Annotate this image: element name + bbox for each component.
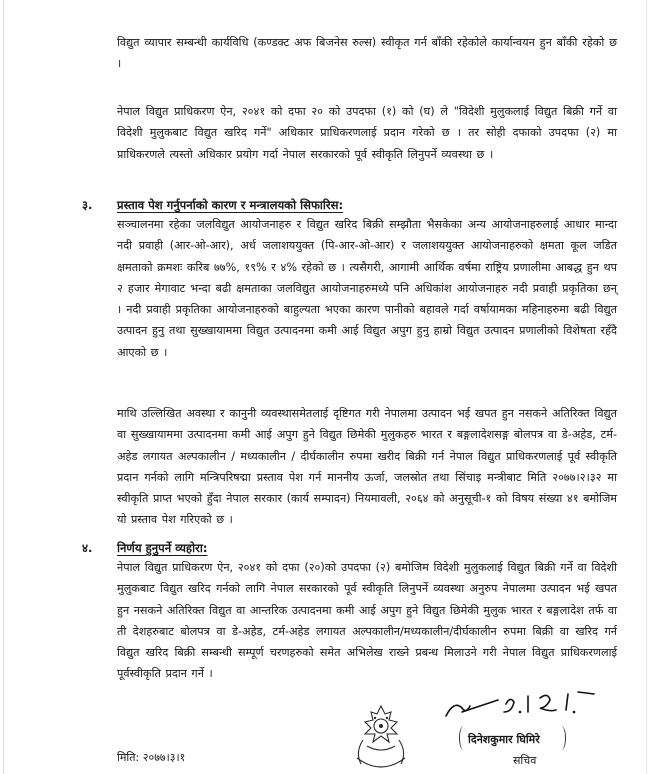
page-edge-right (646, 0, 647, 774)
section-3-number: ३. (82, 198, 93, 212)
section-4-number: ४. (82, 541, 93, 555)
page-edge-left (3, 0, 4, 774)
signer-name: दिनेशकुमार घिमिरे (468, 733, 540, 746)
document-date: मिति: २०७७।३।१ (117, 751, 186, 764)
section-3-title: प्रस्ताव पेश गर्नुपर्नाको कारण र मन्त्रालयको सिफारिस: (117, 198, 344, 212)
section-4-paragraph-1: नेपाल विद्युत प्राधिकरण ऐन, २०४१ को दफा (२०)को उपदफा (२) बमोजिम विदेशी मुलुकलाई विद्युत बिक्री गर्ने वा विदेशी मुलुकबाट विद्युत खरिद गर्नको लागि नेपाल सरकारको पूर्व स्वीकृति लिनुपर्ने व्यवस्था अनुरुप नेपालमा उत्पादन भई खपत हुन नसकने अतिरिक्त विद्युत वा आन्तरिक उत्पादनमा कमी आई अपुग हुने विद्युत छिमेकी मुलुक भारत र बङ्गलादेश तर्फ वा ती देशहरुबाट बोलपत्र वा डे-अहेड, टर्म-अहेड लगायत अल्पकालीन/मध्यकालीन/दीर्घकालीन रुपमा बिक्री वा खरिद गर्न विद्युत खरिद बिक्री सम्बन्धी सम्पूर्ण चरणहरुको समेत अभिलेख राख्ने प्रबन्ध मिलाउने गरी नेपाल विद्युत प्राधिकरणलाई पूर्वस्वीकृति प्रदान गर्ने । (117, 561, 617, 681)
section-3-paragraph-2: माथि उल्लिखित अवस्था र कानुनी व्यवस्थासमेतलाई दृष्टिगत गरी नेपालमा उत्पादन भई खपत हुन नसकने अतिरिक्त विद्युत वा सुख्खायाममा उत्पादनमा कमी आई अपुग हुने विद्युत छिमेकी मुलुकहरु भारत र बङ्गलादेशसङ्ग बोलपत्र वा डे-अहेड, टर्म-अहेड लगायत अल्पकालीन / मध्यकालीन / दीर्घकालीन रुपमा खरीद बिक्री गर्न नेपाल विद्युत प्राधिकरणलाई पूर्व स्वीकृति प्रदान गर्नको लागि मन्त्रिपरिषद्मा प्रस्ताव पेश गर्न माननीय ऊर्जा, जलस्रोत तथा सिंचाइ मन्त्रीबाट मिति २०७७।२।३२ मा स्वीकृति प्राप्त भएको हुँदा नेपाल सरकार (कार्य सम्पादन) नियमावली, २०६४ को अनुसूची-१ को विषय संख्या ४१ बमोजिम यो प्रस्ताव पेश गरिएको छ । (117, 407, 617, 527)
section-3-paragraph-1: सञ्चालनमा रहेका जलविद्युत आयोजनाहरु र विद्युत खरिद बिक्री सम्झौता भैसकेका अन्य आयोजनाहरुलाई आधार मान्दा नदी प्रवाही (आर-ओ-आर), अर्ध जलाशययुक्त (पि-आर-ओ-आर) र जलाशययुक्त आयोजनाहरुको क्षमता कूल जडित क्षमताको क्रमशः करिब ७७%, १९% र ४% रहेको छ । त्यसैगरी, आगामी आर्थिक वर्षमा राष्ट्रिय प्रणालीमा आबद्ध हुन थप २ हजार मेगावाट भन्दा बढी क्षमताका जलविद्युत आयोजनाहरुमध्ये पनि अधिकांश आयोजनाहरु नदी प्रवाही प्रकृतिका छन् । नदी प्रवाही प्रकृतिका आयोजनाहरुको बाहुल्यता भएका कारण पानीको बहावले गर्दा वर्षायामका महिनाहरुमा बढी विद्युत उत्पादन हुनु तथा सुख्खायाममा विद्युत उत्पादनमा कमी आई विद्युत अपुग हुनु हाम्रो विद्युत उत्पादन प्रणालीको विशेषता रहँदै आएको छ । (117, 218, 617, 359)
handwritten-signature-image (440, 682, 610, 728)
paragraph-authority-act: नेपाल विद्युत प्राधिकरण ऐन, २०४१ को दफा २० को उपदफा (१) को (घ) ले "विदेशी मुलुकलाई विद्युत बिक्री गर्ने वा विदेशी मुलुकबाट विद्युत खरिद गर्ने" अधिकार प्राधिकरणलाई प्रदान गरेको छ । तर सोही दफाको उपदफा (२) मा प्राधिकरणले त्यस्तो अधिकार प्रयोग गर्दा नेपाल सरकारको पूर्व स्वीकृति लिनुपर्ने व्यवस्था छ । (117, 105, 617, 161)
paragraph-trade-procedure: विद्युत व्यापार सम्बन्धी कार्यविधि (कण्डक्ट अफ बिजनेस रुल्स) स्वीकृत गर्न बाँकी रहेकोले कार्यान्वयन हुन बाँकी रहेको छ । (117, 36, 617, 71)
section-3-heading (82, 196, 344, 214)
signer-title: सचिव (513, 754, 537, 767)
government-seal-image (337, 700, 425, 774)
section-4-title: निर्णय हुनुपर्ने व्यहोरा: (117, 541, 208, 555)
signer-name-bracket-right (557, 726, 566, 750)
section-4-heading (82, 539, 208, 557)
signer-name-bracket-left (459, 726, 468, 750)
